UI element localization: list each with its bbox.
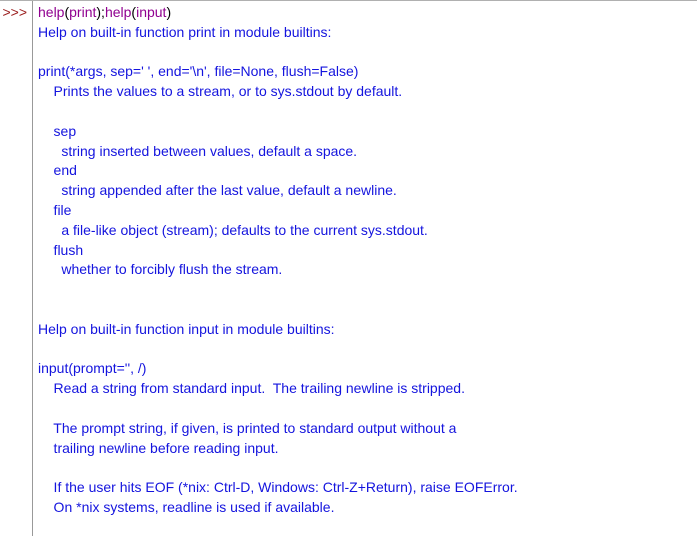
- console-output-line: [38, 399, 697, 419]
- console-output-line: file: [38, 201, 72, 218]
- console-output-line: If the user hits EOF (*nix: Ctrl-D, Windows: Ctrl-Z+Return), raise EOFError.: [38, 479, 518, 496]
- console-output-line: string inserted between values, default a space.: [38, 142, 358, 159]
- console-output-line: a file-like object (stream); defaults to the current sys.stdout.: [38, 221, 428, 238]
- code-token: (: [131, 4, 137, 20]
- prompt-gutter: [0, 1, 33, 536]
- console-output-line: Help on built-in function print in module builtins:: [38, 23, 332, 40]
- code-token: (: [64, 4, 70, 20]
- console-output-line: sep: [38, 122, 77, 139]
- console-output-line: [38, 340, 697, 360]
- console-output-line: trailing newline before reading input.: [38, 439, 279, 456]
- console-output-line: [38, 43, 697, 63]
- builtin-token: help: [38, 4, 65, 20]
- console-output-line: end: [38, 162, 77, 179]
- console-output-line: whether to forcibly flush the stream.: [38, 261, 283, 278]
- builtin-token: help: [104, 4, 132, 20]
- console-output-line: input(prompt='', /): [38, 360, 147, 377]
- console-output-line: flush: [38, 241, 84, 258]
- console-output-line: Help on built-in function input in module builtins:: [38, 320, 335, 337]
- console-output-line: On *nix systems, readline is used if available.: [38, 498, 335, 515]
- builtin-token: print: [69, 4, 97, 20]
- code-token: ;: [101, 4, 105, 20]
- console-output-line: [38, 300, 697, 320]
- shell-prompt: >>>: [2, 4, 27, 20]
- console-output-line: [38, 280, 697, 300]
- console-output-line: string appended after the last value, default a newline.: [38, 182, 397, 199]
- code-token: ): [166, 4, 172, 20]
- console-output-line: print(*args, sep=' ', end='\n', file=None, flush=False): [38, 63, 359, 80]
- console-output-line: [38, 102, 697, 122]
- builtin-token: input: [136, 4, 167, 20]
- console-output-line: Read a string from standard input. The trailing newline is stripped.: [38, 380, 465, 397]
- shell-output[interactable]: [34, 1, 697, 536]
- console-output-line: The prompt string, if given, is printed to standard output without a: [38, 419, 457, 436]
- console-input-line: [38, 3, 697, 23]
- console-output-line: [38, 458, 697, 478]
- console-output-line: Prints the values to a stream, or to sys.stdout by default.: [38, 83, 403, 100]
- code-token: ): [96, 4, 102, 20]
